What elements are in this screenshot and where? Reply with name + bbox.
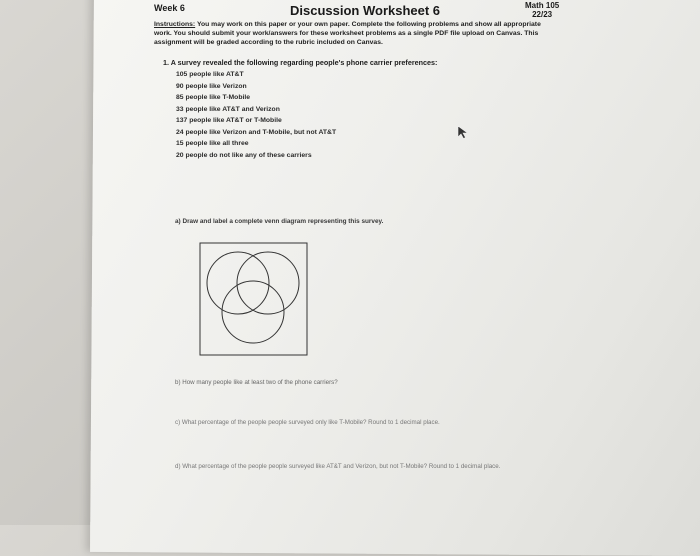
list-item: 137 people like AT&T or T-Mobile bbox=[176, 117, 282, 124]
list-item: 33 people like AT&T and Verizon bbox=[176, 105, 280, 113]
venn-circle-left bbox=[207, 252, 269, 314]
question-part-d: d) What percentage of the people people surveyed like AT&T and Verizon, but not T-Mobile? Round to 1 decimal place. bbox=[175, 463, 501, 470]
question-part-b: b) How many people like at least two of the phone carriers? bbox=[175, 379, 338, 386]
question-part-a: a) Draw and label a complete venn diagram representing this survey. bbox=[175, 218, 384, 225]
course-info bbox=[525, 1, 559, 19]
instructions bbox=[154, 20, 554, 47]
week-label: Week 6 bbox=[154, 3, 185, 13]
list-item: 24 people like Verizon and T-Mobile, but not AT&T bbox=[176, 128, 337, 136]
instructions-label: Instructions: bbox=[154, 21, 196, 28]
list-item: 15 people like all three bbox=[176, 140, 249, 147]
venn-universe-box bbox=[200, 243, 307, 355]
course-code: 22/23 bbox=[532, 10, 553, 19]
instructions-text: You may work on this paper or your own paper. Complete the following problems and show all appropriate work. You should submit your work/answers for these worksheet problems as a single PDF file upload on Canvas. This assignment will be graded according to the rubric included on Canvas. bbox=[154, 21, 541, 46]
list-item: 85 people like T-Mobile bbox=[176, 94, 251, 101]
question-1-prompt: 1. A survey revealed the following regarding people's phone carrier preferences: bbox=[163, 58, 438, 67]
list-item: 90 people like Verizon bbox=[176, 82, 247, 90]
venn-circle-right bbox=[237, 252, 299, 314]
page-title: Discussion Worksheet 6 bbox=[290, 3, 441, 18]
list-item: 20 people do not like any of these carriers bbox=[176, 151, 312, 159]
question-part-c: c) What percentage of the people people surveyed only like T-Mobile? Round to 1 decimal place. bbox=[175, 419, 440, 426]
mouse-cursor-icon bbox=[457, 125, 469, 139]
venn-circle-bottom bbox=[222, 281, 284, 343]
venn-diagram bbox=[199, 242, 308, 356]
course-name: Math 105 bbox=[525, 1, 560, 10]
list-item: 105 people like AT&T bbox=[176, 71, 244, 78]
survey-facts-list bbox=[176, 69, 336, 161]
